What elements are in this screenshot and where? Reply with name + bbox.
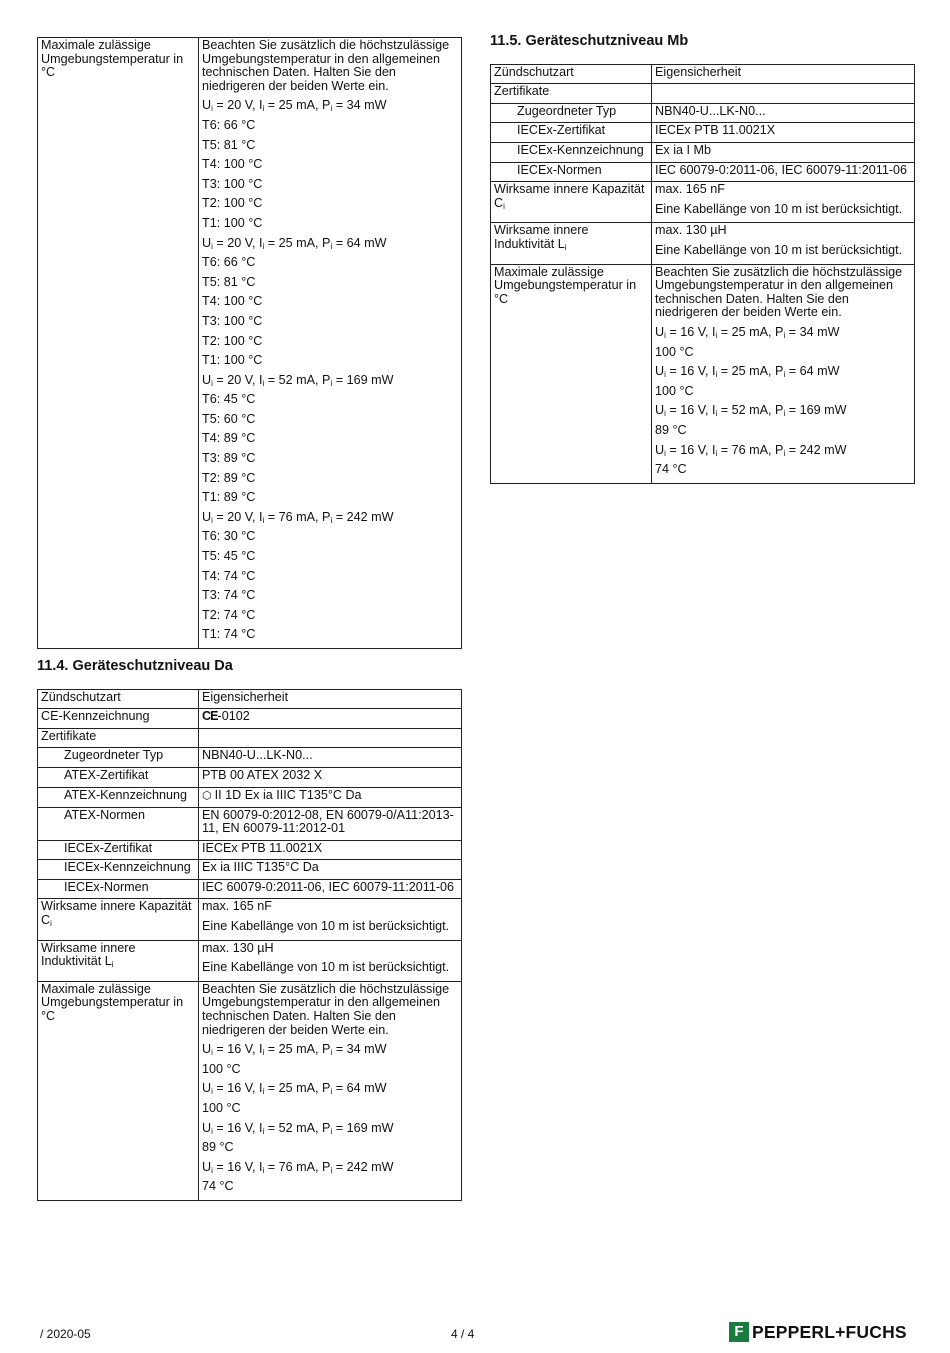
inductance-value: max. 130 µH xyxy=(655,223,727,238)
row-key: CE-Kennzeichnung xyxy=(38,709,199,729)
param-symbol: U xyxy=(655,403,665,418)
logo-text: PEPPERL+FUCHS xyxy=(752,1321,907,1342)
table-row xyxy=(491,64,915,84)
table-row xyxy=(38,38,462,649)
table-row xyxy=(38,840,462,860)
capacitance-label: Wirksame innere Kapazität C xyxy=(41,899,192,928)
table-row xyxy=(491,84,915,104)
param-symbol: P xyxy=(775,324,784,339)
temperature-class-value: T1: 89 °C xyxy=(202,490,256,505)
param-value: = 16 V, xyxy=(665,364,712,379)
param-symbol: P xyxy=(322,98,331,113)
table-row xyxy=(38,709,462,729)
param-value: = 52 mA, xyxy=(717,403,776,418)
param-value: = 25 mA, xyxy=(264,1042,323,1057)
subscript: i xyxy=(111,960,114,970)
param-value: = 20 V, xyxy=(212,98,259,113)
temperature-class-value: T3: 74 °C xyxy=(202,588,256,603)
table-row xyxy=(38,689,462,709)
row-value: Ex ia IIIC T135°C Da xyxy=(199,860,462,880)
electrical-parameters: $U_i = 16$ V, $I_i = 25$ mA, $P_i = 64$ mW xyxy=(202,1081,387,1097)
inductance-label: Wirksame innere Induktivität L xyxy=(494,223,589,251)
param-symbol: U xyxy=(202,235,212,250)
temperature-class-value: T5: 45 °C xyxy=(202,549,256,564)
cable-note: Eine Kabellänge von 10 m ist berücksichtigt. xyxy=(655,201,903,216)
param-symbol: I xyxy=(259,1042,263,1057)
table-row xyxy=(38,860,462,880)
row-key: IECEx-Kennzeichnung xyxy=(38,860,199,880)
param-symbol: P xyxy=(775,403,784,418)
temperature-value: 89 °C xyxy=(655,422,687,437)
param-value: = 20 V, xyxy=(212,372,259,387)
temperature-value: 100 °C xyxy=(655,383,694,398)
temperature-class-value: T2: 89 °C xyxy=(202,470,256,485)
row-key: ATEX-Normen xyxy=(38,807,199,840)
electrical-parameters: $U_i = 16$ V, $I_i = 52$ mA, $P_i = 169$ mW xyxy=(202,1120,394,1136)
temperature-class-value: T6: 66 °C xyxy=(202,117,256,132)
param-value: = 242 mW xyxy=(332,1159,394,1174)
electrical-parameters: $U_i = 16$ V, $I_i = 25$ mA, $P_i = 64$ mW xyxy=(655,364,840,380)
param-value: = 25 mA, xyxy=(717,364,776,379)
temperature-class-value: T4: 100 °C xyxy=(202,157,263,172)
capacitance-value: max. 165 nF xyxy=(655,182,725,197)
param-value: = 34 mW xyxy=(785,324,840,339)
table-row xyxy=(38,748,462,768)
param-symbol: P xyxy=(322,509,331,524)
param-symbol: P xyxy=(322,1159,331,1174)
row-key: Maximale zulässige Umgebungstemperatur in °C xyxy=(38,981,199,1200)
param-value: = 25 mA, xyxy=(264,1081,323,1096)
row-key: IECEx-Normen xyxy=(491,162,652,182)
param-symbol: I xyxy=(712,364,716,379)
param-value: = 64 mW xyxy=(332,235,387,250)
param-value: = 242 mW xyxy=(332,509,394,524)
row-value: PTB 00 ATEX 2032 X xyxy=(199,768,462,788)
param-symbol: P xyxy=(775,364,784,379)
electrical-parameters: $U_i = 20$ V, $I_i = 25$ mA, $P_i = 64$ mW xyxy=(202,235,387,251)
temperature-value: 100 °C xyxy=(202,1101,241,1115)
row-key: Zertifikate xyxy=(491,84,652,104)
param-value: = 34 mW xyxy=(332,98,387,113)
row-value: Eigensicherheit xyxy=(199,689,462,709)
param-symbol: P xyxy=(775,442,784,457)
param-symbol: U xyxy=(655,364,665,379)
temperature-class-value: T4: 74 °C xyxy=(202,568,256,583)
electrical-parameters: $U_i = 20$ V, $I_i = 76$ mA, $P_i = 242$ mW xyxy=(202,509,394,525)
temperature-value: 89 °C xyxy=(202,1140,234,1155)
param-symbol: U xyxy=(202,509,212,524)
subscript: i xyxy=(564,243,567,252)
param-symbol: P xyxy=(322,1120,331,1135)
row-value: NBN40-U...LK-N0... xyxy=(652,103,915,123)
row-value xyxy=(652,223,915,264)
row-value xyxy=(199,709,462,729)
temperature-class-value: T5: 81 °C xyxy=(202,274,256,289)
param-value: = 169 mW xyxy=(332,1120,394,1135)
param-symbol: I xyxy=(259,235,263,250)
param-symbol: U xyxy=(655,442,665,457)
temperature-class-value: T2: 100 °C xyxy=(202,196,263,211)
row-key: Zündschutzart xyxy=(491,64,652,84)
param-value: = 25 mA, xyxy=(717,324,776,339)
spec-table-mb xyxy=(490,64,915,484)
electrical-parameters: $U_i = 20$ V, $I_i = 25$ mA, $P_i = 34$ mW xyxy=(202,98,387,114)
temperature-class-value: T2: 74 °C xyxy=(202,607,256,622)
temperature-value: 74 °C xyxy=(202,1179,234,1194)
row-value xyxy=(652,264,915,483)
table-row xyxy=(38,728,462,748)
temperature-class-value: T5: 60 °C xyxy=(202,411,256,426)
param-symbol: I xyxy=(259,1120,263,1135)
table-row xyxy=(38,981,462,1200)
electrical-parameters: $U_i = 16$ V, $I_i = 76$ mA, $P_i = 242$ mW xyxy=(655,442,847,458)
electrical-parameters: $U_i = 16$ V, $I_i = 25$ mA, $P_i = 34$ mW xyxy=(655,324,840,340)
param-value: = 25 mA, xyxy=(264,235,323,250)
table-row xyxy=(38,807,462,840)
param-value: = 34 mW xyxy=(332,1042,387,1057)
temperature-note: Beachten Sie zusätzlich die höchstzulässige Umgebungstemperatur in den allgemeinen technischen Daten. Halten Sie den niedrigeren der beiden Werte ein. xyxy=(202,38,450,93)
param-value: = 16 V, xyxy=(665,324,712,339)
capacitance-value: max. 165 nF xyxy=(202,899,272,914)
row-key: IECEx-Zertifikat xyxy=(38,840,199,860)
left-temperature-table-section xyxy=(37,37,462,649)
temperature-class-value: T3: 100 °C xyxy=(202,176,263,191)
row-value xyxy=(199,728,462,748)
page-number: 4 / 4 xyxy=(451,1327,475,1341)
temperature-class-value: T1: 100 °C xyxy=(202,353,263,368)
row-value: Eigensicherheit xyxy=(652,64,915,84)
row-value: Ex ia I Mb xyxy=(652,143,915,163)
param-symbol: P xyxy=(322,235,331,250)
row-key: ATEX-Kennzeichnung xyxy=(38,787,199,807)
table-row xyxy=(38,940,462,981)
param-symbol: U xyxy=(202,1081,212,1096)
param-value: = 76 mA, xyxy=(717,442,776,457)
table-row xyxy=(38,768,462,788)
ce-mark-icon: CE xyxy=(202,709,218,724)
param-symbol: I xyxy=(712,324,716,339)
row-key xyxy=(491,223,652,264)
row-value xyxy=(652,84,915,104)
row-key: Maximale zulässige Umgebungstemperatur in °C xyxy=(491,264,652,483)
param-value: = 20 V, xyxy=(212,235,259,250)
row-value xyxy=(199,940,462,981)
inductance-label: Wirksame innere Induktivität L xyxy=(41,940,136,969)
row-key: IECEx-Zertifikat xyxy=(491,123,652,143)
table-row xyxy=(38,879,462,899)
subscript: i xyxy=(503,201,505,211)
param-symbol: U xyxy=(655,324,665,339)
temperature-value: 74 °C xyxy=(655,462,687,477)
electrical-parameters: $U_i = 16$ V, $I_i = 76$ mA, $P_i = 242$ mW xyxy=(202,1159,394,1175)
footer-date: / 2020-05 xyxy=(40,1327,91,1341)
param-symbol: P xyxy=(322,372,331,387)
param-symbol: I xyxy=(259,98,263,113)
row-key: Zugeordneter Typ xyxy=(38,748,199,768)
param-symbol: P xyxy=(322,1042,331,1057)
temperature-class-value: T4: 89 °C xyxy=(202,431,256,446)
param-symbol: U xyxy=(202,1159,212,1174)
param-value: = 169 mW xyxy=(785,403,847,418)
row-value: IEC 60079-0:2011-06, IEC 60079-11:2011-06 xyxy=(652,162,915,182)
param-symbol: I xyxy=(259,1081,263,1096)
temperature-value: 100 °C xyxy=(655,344,694,359)
row-value xyxy=(652,182,915,223)
temperature-class-value: T5: 81 °C xyxy=(202,137,256,152)
param-symbol: U xyxy=(202,1120,212,1135)
param-symbol: I xyxy=(712,442,716,457)
row-value xyxy=(199,899,462,940)
table-row xyxy=(491,143,915,163)
row-key: ATEX-Zertifikat xyxy=(38,768,199,788)
param-value: = 169 mW xyxy=(332,372,394,387)
subscript: i xyxy=(50,919,52,929)
temperature-note: Beachten Sie zusätzlich die höchstzulässige Umgebungstemperatur in den allgemeinen technischen Daten. Halten Sie den niedrigeren der beiden Werte ein. xyxy=(202,981,450,1037)
param-symbol: P xyxy=(322,1081,331,1096)
param-value: = 242 mW xyxy=(785,442,847,457)
row-value: IEC 60079-0:2011-06, IEC 60079-11:2011-06 xyxy=(199,879,462,899)
param-value: = 16 V, xyxy=(212,1159,259,1174)
row-value: IECEx PTB 11.0021X xyxy=(652,123,915,143)
section-title: 11.5. Geräteschutzniveau Mb xyxy=(490,33,689,49)
param-value: = 76 mA, xyxy=(264,509,323,524)
param-value: = 20 V, xyxy=(212,509,259,524)
section-title: 11.4. Geräteschutzniveau Da xyxy=(37,658,233,674)
cable-note: Eine Kabellänge von 10 m ist berücksichtigt. xyxy=(202,919,450,934)
param-value: = 25 mA, xyxy=(264,98,323,113)
temperature-table-continued xyxy=(37,37,462,649)
ex-hexagon-icon: ⬡ xyxy=(202,789,215,802)
row-value: EN 60079-0:2012-08, EN 60079-0/A11:2013-11, EN 60079-11:2012-01 xyxy=(199,807,462,840)
table-row xyxy=(38,899,462,940)
param-value: = 16 V, xyxy=(212,1120,259,1135)
electrical-parameters: $U_i = 20$ V, $I_i = 52$ mA, $P_i = 169$ mW xyxy=(202,372,394,388)
temperature-class-value: T6: 30 °C xyxy=(202,529,256,544)
temperature-class-value: T3: 89 °C xyxy=(202,451,256,466)
temperature-class-value: T6: 45 °C xyxy=(202,392,256,407)
param-value: = 16 V, xyxy=(212,1042,259,1057)
param-value: = 16 V, xyxy=(665,442,712,457)
param-value: = 52 mA, xyxy=(264,372,323,387)
param-symbol: U xyxy=(202,372,212,387)
param-value: = 64 mW xyxy=(332,1081,387,1096)
row-key xyxy=(38,940,199,981)
param-symbol: I xyxy=(712,403,716,418)
row-value xyxy=(199,787,462,807)
row-key: Zertifikate xyxy=(38,728,199,748)
row-key: Zugeordneter Typ xyxy=(491,103,652,123)
table-row xyxy=(491,103,915,123)
row-value xyxy=(199,38,462,649)
temperature-class-value: T2: 100 °C xyxy=(202,333,263,348)
row-value xyxy=(199,981,462,1200)
row-key: IECEx-Kennzeichnung xyxy=(491,143,652,163)
temperature-note: Beachten Sie zusätzlich die höchstzulässige Umgebungstemperatur in den allgemeinen technischen Daten. Halten Sie den niedrigeren der beiden Werte ein. xyxy=(655,264,903,320)
capacitance-label: Wirksame innere Kapazität C xyxy=(494,182,645,210)
param-symbol: U xyxy=(202,98,212,113)
temperature-value: 100 °C xyxy=(202,1061,241,1076)
row-key xyxy=(491,182,652,223)
table-row xyxy=(491,223,915,264)
temperature-class-value: T6: 66 °C xyxy=(202,255,256,270)
ce-number: -0102 xyxy=(217,709,250,724)
param-symbol: I xyxy=(259,509,263,524)
row-value: NBN40-U...LK-N0... xyxy=(199,748,462,768)
param-value: = 52 mA, xyxy=(264,1120,323,1135)
table-row xyxy=(491,264,915,483)
param-value: = 16 V, xyxy=(665,403,712,418)
param-value: = 64 mW xyxy=(785,364,840,379)
atex-marking: II 1D Ex ia IIIC T135°C Da xyxy=(214,787,362,802)
temperature-class-value: T1: 74 °C xyxy=(202,627,256,642)
table-row xyxy=(491,162,915,182)
temperature-class-value: T3: 100 °C xyxy=(202,313,263,328)
table-row xyxy=(491,123,915,143)
table-row xyxy=(491,182,915,223)
param-value: = 16 V, xyxy=(212,1081,259,1096)
electrical-parameters: $U_i = 16$ V, $I_i = 52$ mA, $P_i = 169$ mW xyxy=(655,403,847,419)
brand-logo xyxy=(729,1322,907,1342)
section-mb xyxy=(490,34,915,484)
cable-note: Eine Kabellänge von 10 m ist berücksichtigt. xyxy=(202,960,450,975)
temperature-class-value: T1: 100 °C xyxy=(202,215,263,230)
inductance-value: max. 130 µH xyxy=(202,940,274,955)
row-key: IECEx-Normen xyxy=(38,879,199,899)
section-da xyxy=(37,659,462,1201)
electrical-parameters: $U_i = 16$ V, $I_i = 25$ mA, $P_i = 34$ mW xyxy=(202,1042,387,1058)
param-symbol: I xyxy=(259,372,263,387)
row-key: Maximale zulässige Umgebungstemperatur in °C xyxy=(38,38,199,649)
row-key xyxy=(38,899,199,940)
logo-mark-icon: F xyxy=(729,1322,749,1342)
row-value: IECEx PTB 11.0021X xyxy=(199,840,462,860)
param-value: = 76 mA, xyxy=(264,1159,323,1174)
param-symbol: U xyxy=(202,1042,212,1057)
table-row xyxy=(38,787,462,807)
temperature-class-value: T4: 100 °C xyxy=(202,294,263,309)
cable-note: Eine Kabellänge von 10 m ist berücksichtigt. xyxy=(655,243,903,257)
param-symbol: I xyxy=(259,1159,263,1174)
row-key: Zündschutzart xyxy=(38,689,199,709)
spec-table-da xyxy=(37,689,462,1201)
